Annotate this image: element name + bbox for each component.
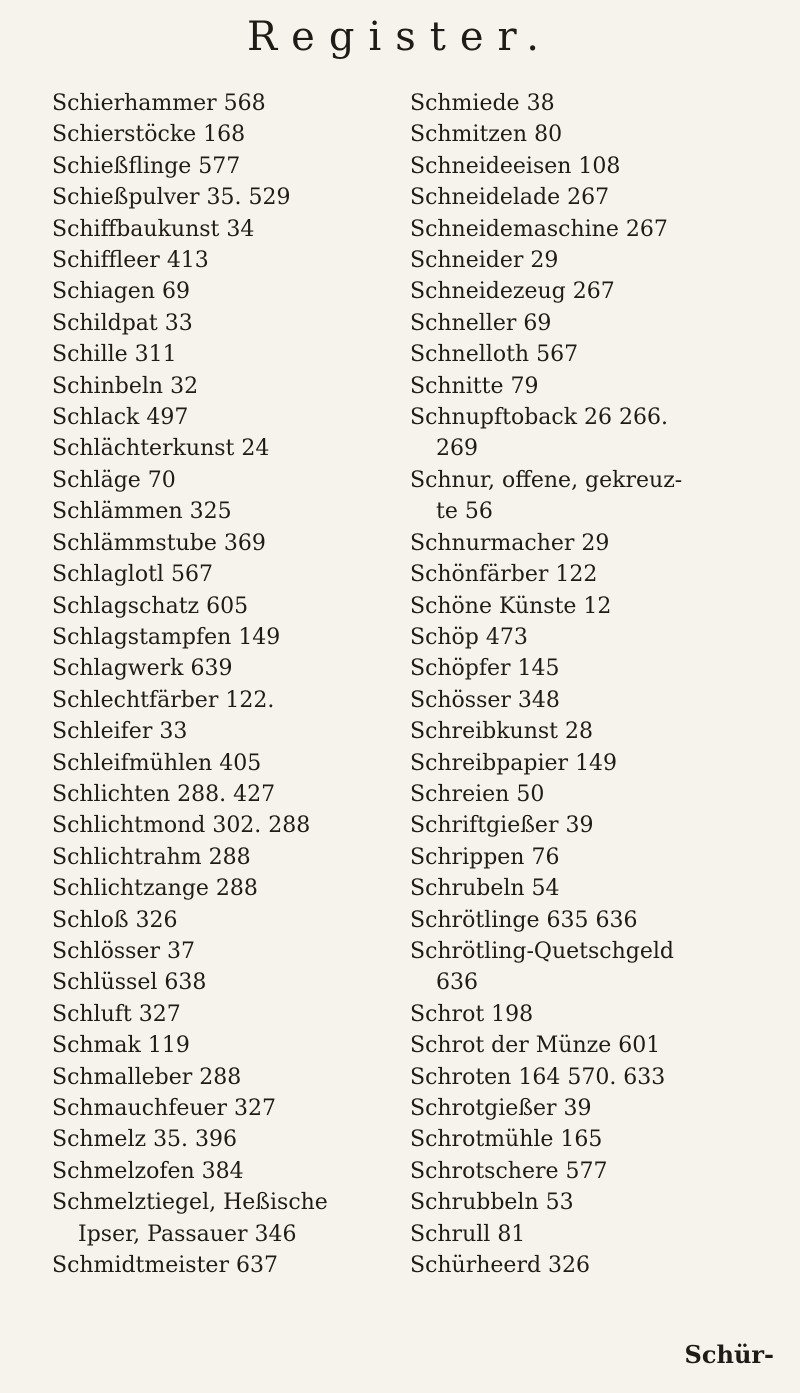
right-column [410,88,795,1281]
index-entry: Schösser 348 [410,687,560,713]
index-entry: Schlechtfärber 122. [52,687,275,713]
index-entry: Schleifer 33 [52,719,188,745]
index-entry: Schlaglotl 567 [52,562,213,588]
index-entry: Schmiede 38 [410,91,555,116]
index-entry: Schreibkunst 28 [410,719,594,745]
index-entry: Schlichtzange 288 [52,876,258,902]
page-header: Register. [247,14,553,60]
index-entry: Schnur, offene, gekreuz- [410,467,683,493]
index-entry: Schrötlinge 635 636 [410,907,638,933]
index-entry: Schrot 198 [410,1001,534,1027]
index-entry: Schriftgießer 39 [410,813,594,839]
index-entry: Schneidemaschine 267 [410,216,668,242]
index-entry: Schießflinge 577 [52,153,241,179]
index-entry: Schöpfer 145 [410,656,560,682]
index-entry: te 56 [436,499,493,525]
index-entry: Schrubeln 54 [410,876,560,902]
index-entry: Schmelztiegel, Heßische [52,1190,328,1216]
index-entry: Schönfärber 122 [410,562,598,588]
index-entry: Schreibpapier 149 [410,750,618,776]
index-entry: Schrotmühle 165 [410,1127,603,1153]
index-entry: Schmak 119 [52,1033,190,1059]
index-entry: Schroten 164 570. 633 [410,1064,666,1090]
index-entry: Schlichten 288. 427 [52,781,276,807]
index-entry: Schiffbaukunst 34 [52,216,255,242]
index-entry: Schildpat 33 [52,310,193,336]
index-entry: Schießpulver 35. 529 [52,185,291,211]
index-entry: Schiagen 69 [52,279,190,305]
catchword: Schür- [684,1340,774,1369]
index-entry: Schneidezeug 267 [410,279,615,305]
index-entry: Schleifmühlen 405 [52,750,262,776]
index-entry: Schreien 50 [410,781,545,807]
index-entry: Schnelloth 567 [410,342,579,368]
index-entry: 636 [436,970,478,996]
index-entry: Schöne Künste 12 [410,593,612,619]
index-entry: Schneideeisen 108 [410,153,621,179]
index-entry: Schlämmstube 369 [52,530,266,556]
index-entry: Schnurmacher 29 [410,530,610,556]
index-entry: Schlack 497 [52,405,189,431]
index-entry: Schneller 69 [410,310,552,336]
index-entry: Schluft 327 [52,1001,181,1027]
index-entry: Schmauchfeuer 327 [52,1096,277,1121]
index-entry: Schrotgießer 39 [410,1096,592,1121]
index-entry: Schnitte 79 [410,373,539,399]
index-entry: Schlüssel 638 [52,970,207,996]
index-entry: Schloß 326 [52,907,178,933]
index-entry: Schlämmen 325 [52,499,232,525]
index-entry: Schrotschere 577 [410,1158,608,1184]
index-entry: Schlagschatz 605 [52,593,249,619]
index-entry: Schöp 473 [410,624,528,650]
index-entry: Schneidelade 267 [410,185,610,211]
index-entry: Schiffleer 413 [52,248,209,274]
index-entry: Schrötling-Quetschgeld [410,938,674,964]
index-entry: Schinbeln 32 [52,373,199,399]
index-entry: Schlichtrahm 288 [52,844,251,870]
index-entry: Schmalleber 288 [52,1064,242,1090]
index-entry: Schille 311 [52,342,177,368]
index-entry: Schmelzofen 384 [52,1158,244,1184]
index-entry: Schrubbeln 53 [410,1190,574,1216]
index-entry: Schrot der Münze 601 [410,1033,661,1059]
index-entry: Schneider 29 [410,248,559,274]
index-entry: Ipser, Passauer 346 [78,1221,297,1247]
index-entry: Schürheerd 326 [410,1253,591,1279]
index-entry: Schmelz 35. 396 [52,1127,238,1153]
left-column [52,88,407,1281]
index-entry: 269 [436,436,478,462]
index-entry: Schrippen 76 [410,844,560,870]
index-entry: Schmitzen 80 [410,122,563,148]
index-entry: Schlösser 37 [52,938,195,964]
index-entry: Schierhammer 568 [52,91,266,116]
index-entry: Schläge 70 [52,467,176,493]
index-entry: Schlichtmond 302. 288 [52,813,311,839]
index-entry: Schrull 81 [410,1221,526,1247]
index-entry: Schierstöcke 168 [52,122,246,148]
index-entry: Schlagstampfen 149 [52,624,281,650]
index-entry: Schmidtmeister 637 [52,1253,278,1279]
index-entry: Schlächterkunst 24 [52,436,270,462]
index-entry: Schlagwerk 639 [52,656,233,682]
index-entry: Schnupftoback 26 266. [410,405,669,431]
